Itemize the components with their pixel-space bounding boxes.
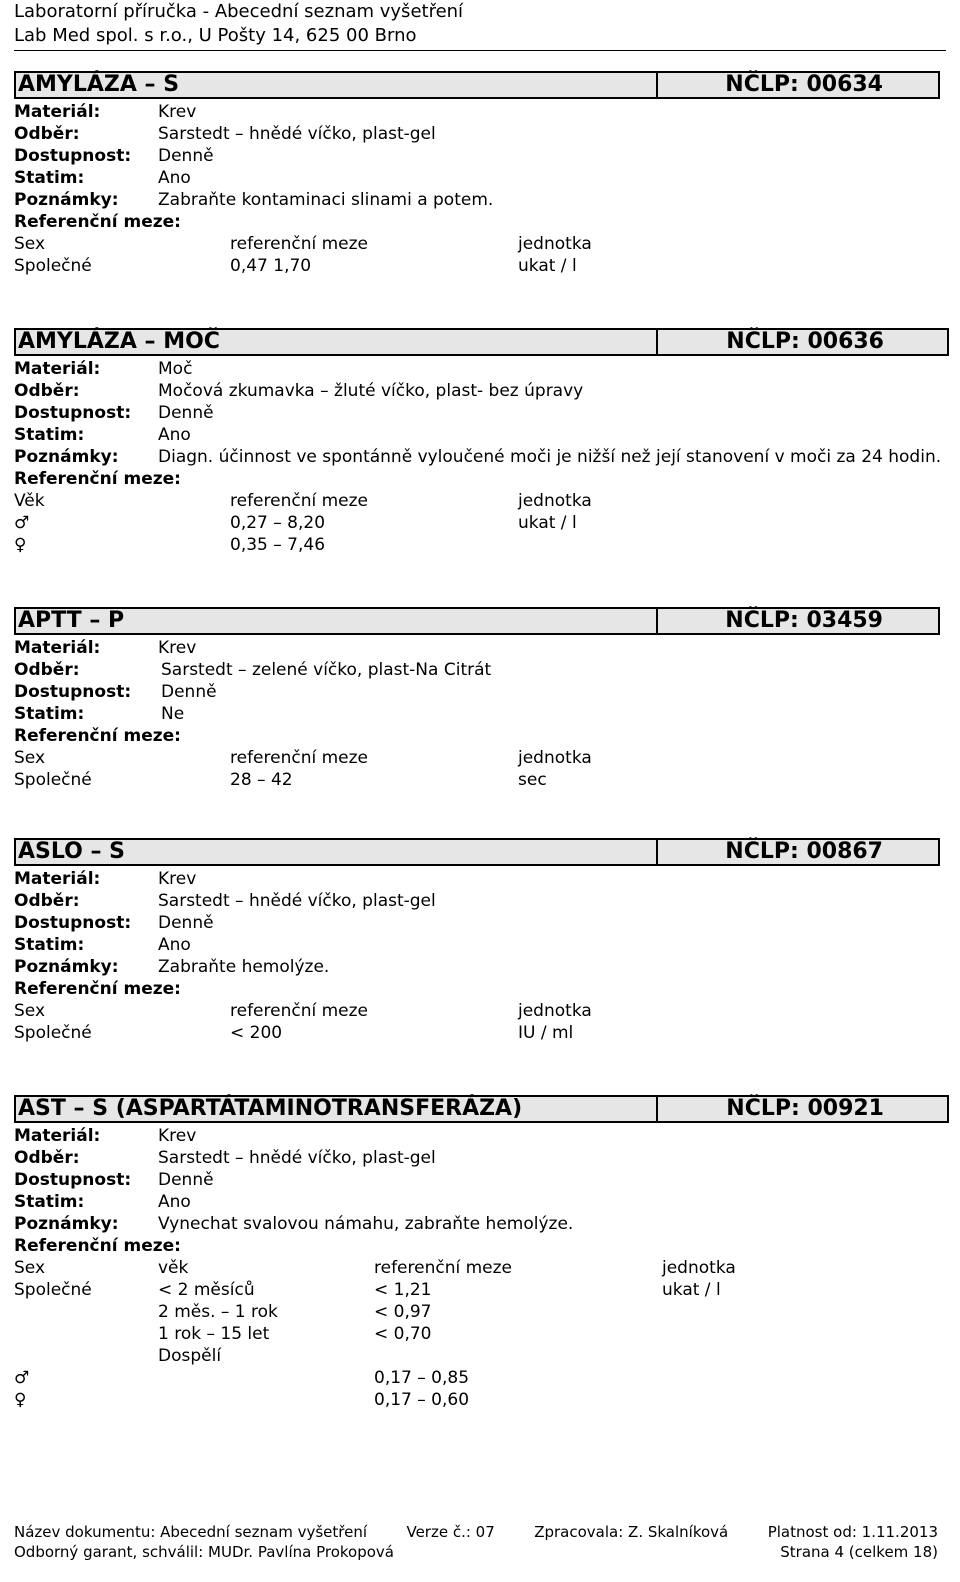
field-statim: Statim: Ano: [14, 935, 191, 955]
test-title: AMYLÁZA – S: [14, 71, 656, 99]
field-material: Materiál: Krev: [14, 1126, 197, 1146]
header-divider: [14, 50, 946, 51]
field-statim: Statim: Ano: [14, 168, 191, 188]
test-title-bar: [14, 328, 949, 356]
field-material: Materiál: Krev: [14, 869, 197, 889]
field-material: Materiál: Krev: [14, 638, 197, 658]
test-code: NČLP: 00921: [656, 1095, 949, 1123]
field-notes: Poznámky: Vynechat svalovou námahu, zabraňte hemolýze.: [14, 1214, 574, 1234]
field-notes: Poznámky: Zabraňte hemolýze.: [14, 957, 330, 977]
reference-table-header: Sex referenční meze jednotka: [14, 1001, 592, 1021]
field-availability: Dostupnost: Denně: [14, 403, 214, 423]
reference-table-row: Společné < 200 IU / ml: [14, 1023, 574, 1043]
reference-table-row: Společné 28 – 42 sec: [14, 770, 547, 790]
reference-table-header: Sex referenční meze jednotka: [14, 234, 592, 254]
page-footer: [14, 1522, 938, 1562]
field-collection: Odběr: Močová zkumavka – žluté víčko, plast- bez úpravy: [14, 381, 584, 401]
reference-table-row: ♂ 0,17 – 0,85: [14, 1368, 470, 1388]
reference-limits-heading: Referenční meze:: [14, 469, 181, 489]
test-section-aptt-p: [14, 607, 940, 791]
field-statim: Statim: Ano: [14, 425, 191, 445]
document-version: Verze č.: 07: [406, 1523, 495, 1541]
field-notes: Poznámky: Zabraňte kontaminaci slinami a potem.: [14, 190, 494, 210]
test-code: NČLP: 00636: [656, 328, 949, 356]
test-section-ast-s: [14, 1095, 949, 1411]
test-title: AMYLÁZA – MOČ: [14, 328, 656, 356]
field-availability: Dostupnost: Denně: [14, 1170, 214, 1190]
field-availability: Dostupnost: Denně: [14, 682, 217, 702]
reference-table-row: ♂ 0,27 – 8,20 ukat / l: [14, 513, 577, 533]
reference-table-row: ♀ 0,17 – 0,60: [14, 1390, 470, 1410]
test-title-bar: [14, 838, 940, 866]
reference-table-row: Dospělí: [158, 1346, 222, 1366]
reference-table-header: Věk referenční meze jednotka: [14, 491, 592, 511]
field-collection: Odběr: Sarstedt – zelené víčko, plast-Na Citrát: [14, 660, 492, 680]
test-code: NČLP: 00634: [656, 71, 940, 99]
male-icon: ♂: [14, 513, 30, 533]
reference-limits-heading: Referenční meze:: [14, 1236, 181, 1256]
page-header: [14, 0, 946, 48]
reference-table-row: Společné < 2 měsíců < 1,21 ukat / l: [14, 1280, 721, 1300]
field-material: Materiál: Krev: [14, 102, 197, 122]
field-availability: Dostupnost: Denně: [14, 146, 214, 166]
test-code: NČLP: 03459: [656, 607, 940, 635]
reference-table-row: Společné 0,47 1,70 ukat / l: [14, 256, 577, 276]
page-number: Strana 4 (celkem 18): [780, 1543, 938, 1561]
reference-table-header: Sex věk referenční meze jednotka: [14, 1258, 736, 1278]
female-icon: ♀: [14, 535, 27, 555]
document-author: Zpracovala: Z. Skalníková: [534, 1523, 729, 1541]
field-collection: Odběr: Sarstedt – hnědé víčko, plast-gel: [14, 124, 436, 144]
reference-limits-heading: Referenční meze:: [14, 212, 181, 232]
reference-table-row: 2 měs. – 1 rok < 0,97: [158, 1302, 432, 1322]
footer-row-2: [14, 1542, 938, 1562]
test-title: AST – S (ASPARTÁTAMINOTRANSFERÁZA): [14, 1095, 656, 1123]
reference-table-header: Sex referenční meze jednotka: [14, 748, 592, 768]
test-title-bar: [14, 1095, 949, 1123]
test-code: NČLP: 00867: [656, 838, 940, 866]
field-collection: Odběr: Sarstedt – hnědé víčko, plast-gel: [14, 1148, 436, 1168]
test-title-bar: [14, 71, 940, 99]
reference-table-row: 1 rok – 15 let < 0,70: [158, 1324, 432, 1344]
test-title: ASLO – S: [14, 838, 656, 866]
valid-from: Platnost od: 1.11.2013: [767, 1523, 938, 1541]
test-section-amylaza-s: [14, 71, 940, 277]
test-section-aslo-s: [14, 838, 940, 1044]
lab-address: Lab Med spol. s r.o., U Pošty 14, 625 00 Brno: [14, 25, 417, 46]
test-section-amylaza-moc: [14, 328, 949, 556]
document-name: Název dokumentu: Abecední seznam vyšetření: [14, 1523, 368, 1541]
male-icon: ♂: [14, 1368, 30, 1388]
female-icon: ♀: [14, 1390, 27, 1410]
field-statim: Statim: Ne: [14, 704, 185, 724]
reference-limits-heading: Referenční meze:: [14, 726, 181, 746]
document-title: Laboratorní příručka - Abecední seznam vyšetření: [14, 1, 464, 22]
guarantor: Odborný garant, schválil: MUDr. Pavlína Prokopová: [14, 1543, 394, 1561]
test-title-bar: [14, 607, 940, 635]
field-availability: Dostupnost: Denně: [14, 913, 214, 933]
test-title: APTT – P: [14, 607, 656, 635]
footer-row-1: [14, 1522, 938, 1542]
reference-table-row: ♀ 0,35 – 7,46: [14, 535, 326, 555]
reference-limits-heading: Referenční meze:: [14, 979, 181, 999]
field-material: Materiál: Moč: [14, 359, 193, 379]
field-notes: Poznámky: Diagn. účinnost ve spontánně vyloučené moči je nižší než její stanovení v moči za 24 hodin.: [14, 447, 942, 467]
field-statim: Statim: Ano: [14, 1192, 191, 1212]
field-collection: Odběr: Sarstedt – hnědé víčko, plast-gel: [14, 891, 436, 911]
